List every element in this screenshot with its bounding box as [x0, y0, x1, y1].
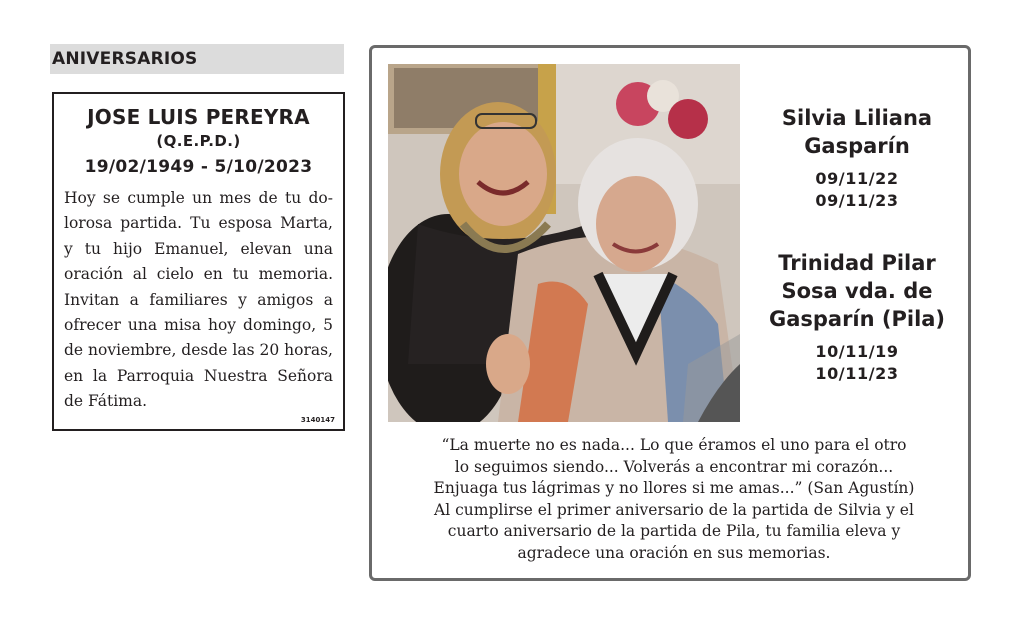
- ad-code: 3140147: [300, 416, 335, 424]
- person2-name-line3: Gasparín (Pila): [768, 307, 946, 331]
- deceased-name: JOSE LUIS PEREYRA: [87, 105, 310, 129]
- notice-body: [64, 186, 333, 415]
- person2-name-line1: Trinidad Pilar: [778, 251, 936, 275]
- quote-line: lo seguimos siendo... Volverás a encontrar mi corazón...: [454, 457, 894, 476]
- person2-name-line2: Sosa vda. de: [781, 279, 933, 303]
- notice-line: oración al cielo en tu memoria.: [64, 265, 333, 284]
- obituary-notice-pereyra: [52, 92, 345, 431]
- person1-name-line2: Gasparín: [804, 134, 910, 158]
- quote-line: cuarto aniversario de la partida de Pila, tu familia eleva y: [447, 522, 901, 540]
- quote-line: “La muerte no es nada... Lo que éramos el uno para el otro: [441, 436, 907, 454]
- person2-date1: 10/11/19: [815, 342, 899, 361]
- person2-date2: 10/11/23: [815, 364, 899, 383]
- life-dates: 19/02/1949 - 5/10/2023: [84, 157, 313, 177]
- notice-line: en la Parroquia Nuestra Señora: [64, 366, 333, 385]
- memorial-photo: [388, 64, 740, 422]
- section-header: ANIVERSARIOS: [50, 44, 344, 74]
- person1-name-line1: Silvia Liliana: [781, 106, 933, 130]
- notice-line: lorosa partida. Tu esposa Marta,: [64, 214, 333, 233]
- quote-line: Enjuaga tus lágrimas y no llores si me amas...” (San Agustín): [433, 479, 915, 497]
- qepd-label: (Q.E.P.D.): [156, 132, 241, 150]
- anniversary-notice-gasparin: [369, 45, 971, 581]
- notice-line: Hoy se cumple un mes de tu do-: [64, 189, 333, 207]
- notice-line: Invitan a familiares y amigos a: [64, 290, 333, 309]
- memorial-quote: [392, 435, 956, 564]
- person1-date1: 09/11/22: [815, 169, 899, 188]
- two-women-photo: [388, 64, 740, 422]
- notice-line: de noviembre, desde las 20 horas,: [64, 341, 333, 360]
- notice-line: ofrecer una misa hoy domingo, 5: [64, 316, 333, 335]
- person1-date2: 09/11/23: [815, 191, 899, 210]
- notice-line: de Fátima.: [64, 392, 148, 411]
- quote-line: Al cumplirse el primer aniversario de la partida de Silvia y el: [434, 500, 914, 519]
- notice-line: y tu hijo Emanuel, elevan una: [64, 239, 333, 258]
- quote-line: agradece una oración en sus memorias.: [517, 543, 831, 562]
